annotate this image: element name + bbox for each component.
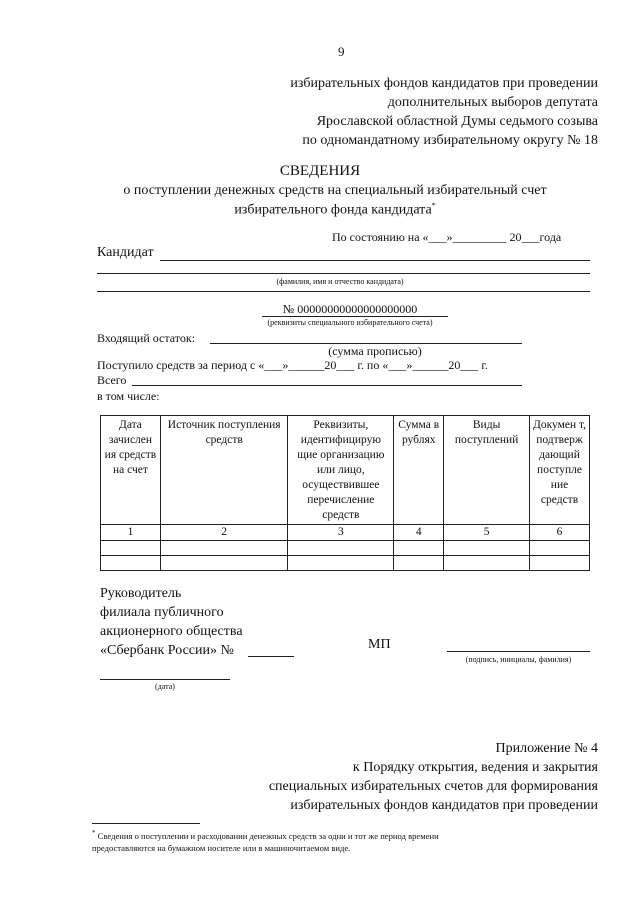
stamp-label: МП xyxy=(368,637,391,652)
header-line-4: по одномандатному избирательному округу № 18 xyxy=(302,133,598,148)
branch-number-line xyxy=(248,656,294,657)
candidate-label: Кандидат xyxy=(97,245,154,260)
date-line xyxy=(100,679,230,680)
account-underline xyxy=(262,316,448,317)
total-line xyxy=(132,385,522,386)
received-period: Поступило средств за период с «___»______20___ г. по «___»______20___ г. xyxy=(97,358,488,372)
signature-line-1: Руководитель xyxy=(100,586,182,601)
receipts-table xyxy=(100,415,590,571)
table-row xyxy=(101,556,590,571)
col-header-document: Докумен т, подтверж дающий поступле ние средств xyxy=(530,416,590,525)
account-number: № 00000000000000000000 xyxy=(282,302,418,316)
signature-line-2: филиала публичного xyxy=(100,605,224,620)
document-title: СВЕДЕНИЯ xyxy=(279,163,361,179)
candidate-field-line xyxy=(160,260,590,261)
title-line-2: избирательного фонда кандидата* xyxy=(234,201,436,218)
appendix-line-1: к Порядку открытия, ведения и закрытия xyxy=(352,760,598,775)
candidate-field-line-2 xyxy=(97,273,590,274)
header-line-2: дополнительных выборов депутата xyxy=(387,95,598,110)
col-header-source: Источник поступления средств xyxy=(160,416,288,525)
signature-line-3: акционерного общества xyxy=(100,624,243,639)
including-label: в том числе: xyxy=(97,389,160,403)
account-caption: (реквизиты специального избирательного счета) xyxy=(267,318,433,327)
col-header-amount: Сумма в рублях xyxy=(394,416,444,525)
page-number: 9 xyxy=(338,44,345,59)
table-row xyxy=(101,541,590,556)
col-header-type: Виды поступлений xyxy=(444,416,530,525)
col-header-date: Дата зачислен ия средств на счет xyxy=(101,416,161,525)
col-number: 3 xyxy=(288,525,394,541)
title-line-1: о поступлении денежных средств на специальный избирательный счет xyxy=(123,183,547,198)
table-header-row xyxy=(101,416,590,525)
signature-line xyxy=(447,651,590,652)
as-of-date: По состоянию на «___»_________ 20___года xyxy=(332,230,562,244)
header-line-1: избирательных фондов кандидатов при проведении xyxy=(290,76,598,91)
appendix-title: Приложение № 4 xyxy=(495,741,598,756)
header-line-3: Ярославской областной Думы седьмого созыва xyxy=(316,114,598,129)
table-number-row xyxy=(101,525,590,541)
col-header-details: Реквизиты, идентифицирую щие организацию или лицо, осуществившее перечисление средств xyxy=(288,416,394,525)
signature-caption: (подпись, инициалы, фамилия) xyxy=(465,655,572,664)
opening-balance-caption: (сумма прописью) xyxy=(328,344,422,358)
footnote-line-1: * Сведения о поступлении и расходовании денежных средств за одни и тот же период времени xyxy=(92,829,439,841)
footnote-line-2: предоставляются на бумажном носителе или в машиночитаемом виде. xyxy=(92,843,351,853)
signature-line-4: «Сбербанк России» № xyxy=(100,643,234,658)
col-number: 4 xyxy=(394,525,444,541)
col-number: 5 xyxy=(444,525,530,541)
candidate-caption: (фамилия, имя и отчество кандидата) xyxy=(276,277,404,286)
appendix-line-2: специальных избирательных счетов для формирования xyxy=(268,779,598,794)
date-caption: (дата) xyxy=(155,682,175,691)
opening-balance-label: Входящий остаток: xyxy=(97,331,196,345)
total-label: Всего xyxy=(97,373,127,387)
appendix-line-3: избирательных фондов кандидатов при проведении xyxy=(290,798,598,813)
col-number: 6 xyxy=(530,525,590,541)
col-number: 2 xyxy=(160,525,288,541)
candidate-field-line-3 xyxy=(97,291,590,292)
footnote-separator xyxy=(92,823,200,824)
col-number: 1 xyxy=(101,525,161,541)
